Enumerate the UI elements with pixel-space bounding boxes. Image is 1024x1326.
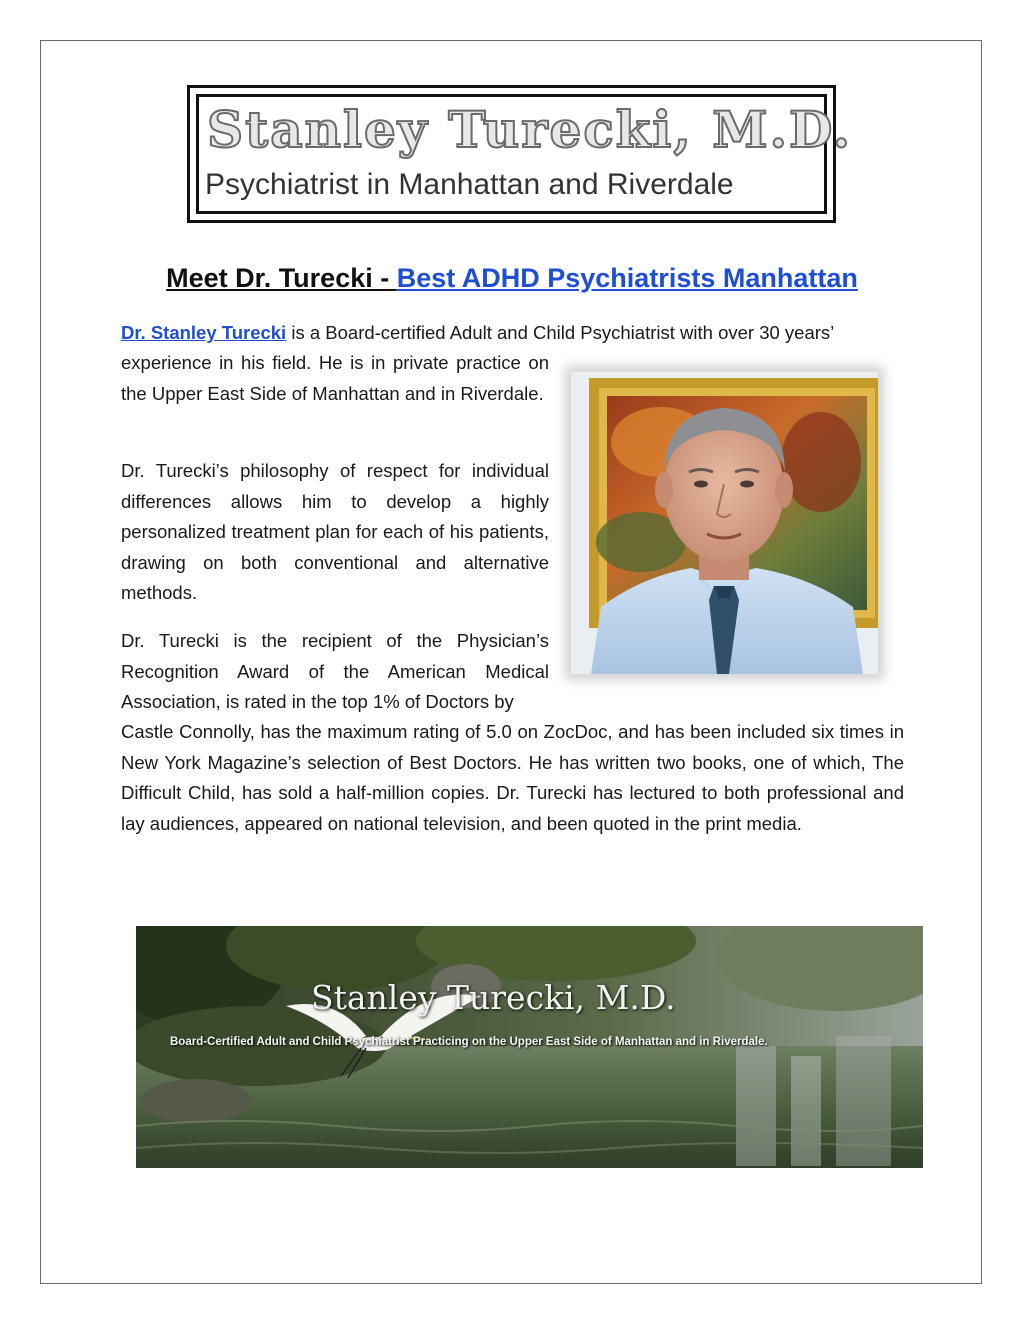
logo-inner-frame: [196, 94, 852, 214]
logo-name: Stanley Turecki, M.D.: [207, 100, 852, 159]
doctor-name-link[interactable]: Dr. Stanley Turecki: [121, 322, 287, 343]
awards-paragraph-wide: Castle Connolly, has the maximum rating of 5.0 on ZocDoc, and has been included six times in New York Magazine’s selection of Best Doctors. He has written two books, one of which, The Difficult Child, has sold a half-million copies. Dr. Turecki has lectured to both professional and lay audiences, appeared on national television, and been quoted in the print media.: [121, 721, 904, 834]
awards-paragraph-narrow: Dr. Turecki is the recipient of the Physician’s Recognition Award of the American Medical Association, is rated in the top 1% of Doctors by: [121, 630, 549, 712]
title-prefix: Meet Dr. Turecki -: [166, 263, 397, 293]
intro-line-text: is a Board-certified Adult and Child Psychiatrist with over 30 years’: [286, 322, 835, 343]
logo-tagline: Psychiatrist in Manhattan and Riverdale: [205, 168, 734, 201]
header-logo: [187, 85, 852, 223]
intro-line: [121, 318, 904, 349]
portrait-illustration: [571, 372, 878, 674]
doctor-portrait: [571, 372, 878, 674]
page-title: [0, 260, 1024, 296]
title-link[interactable]: Best ADHD Psychiatrists Manhattan: [396, 263, 858, 293]
banner-subtitle: Board-Certified Adult and Child Psychiatrist Practicing on the Upper East Side of Manhattan and in Riverdale.: [170, 1036, 768, 1048]
banner-image: [136, 926, 923, 1168]
intro-continuation: experience in his field. He is in private practice on the Upper East Side of Manhattan and in Riverdale.: [121, 352, 549, 404]
philosophy-paragraph: Dr. Turecki’s philosophy of respect for individual differences allows him to develop a highly personalized treatment plan for each of his patients, drawing on both conventional and alternative methods.: [121, 460, 549, 603]
banner-title: Stanley Turecki, M.D.: [311, 978, 676, 1017]
